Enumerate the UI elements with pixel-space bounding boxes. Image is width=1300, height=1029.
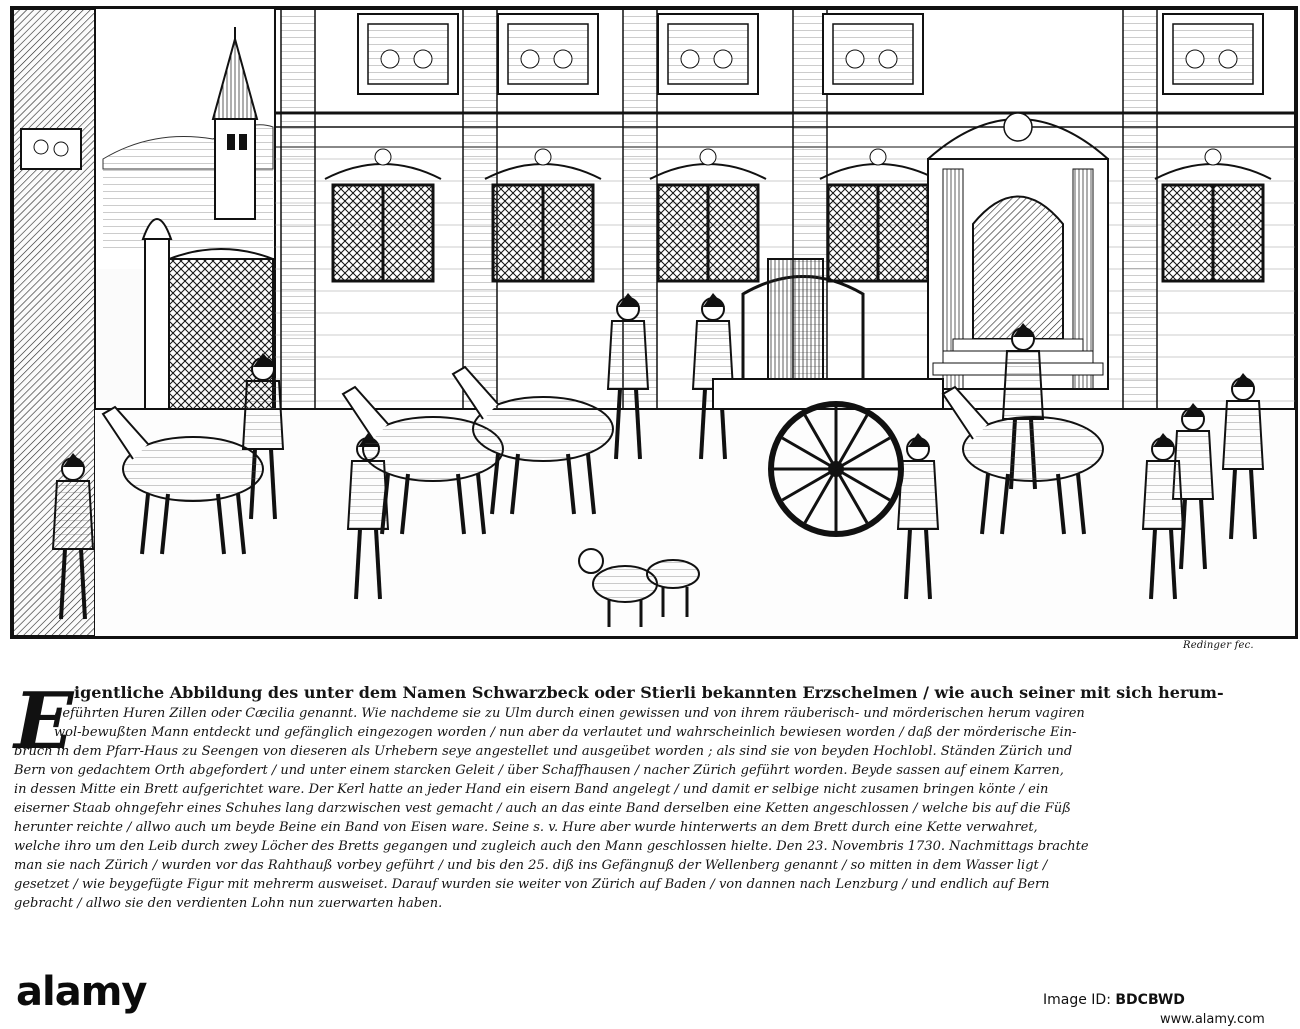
caption-line: wol-bewußten Mann entdeckt und gefänglich eingezogen worden / nun aber da verlautet und wahrscheinlich bewiesen worden / daß der mörderische Ein- bbox=[54, 725, 1077, 740]
image-id bbox=[1043, 992, 1185, 1008]
alamy-logo: alamy bbox=[16, 969, 147, 1015]
upper-window bbox=[658, 14, 758, 94]
caption-line: Bern von gedachtem Orth abgefordert / und unter einem starcken Geleit / über Schaffhausen / nacher Zürich geführt worden. Beyde sassen auf einem Karren, bbox=[14, 763, 1064, 778]
caption-text bbox=[14, 676, 1300, 942]
caption-line: igentliche Abbildung des unter dem Namen Schwarzbeck oder Stierli bekannten Erzschelmen / wie auch seiner mit sich herum- bbox=[74, 683, 1224, 702]
caption-line: herunter reichte / allwo auch um beyde Beine ein Band von Eisen ware. Seine s. v. Hure aber wurde hinterwerts an dem Brett durch eine Kette verwahret, bbox=[14, 820, 1038, 835]
upper-window bbox=[498, 14, 598, 94]
upper-window bbox=[1163, 14, 1263, 94]
caption-line: bruch in dem Pfarr-Haus zu Seengen von dieseren als Urhebern seye angestellet und ausgeübet worden ; als sind sie von beyden Hochlobl. Ständen Zürich und bbox=[14, 744, 1073, 759]
image-id-label: Image ID: bbox=[1043, 992, 1111, 1008]
drop-cap-initial: E bbox=[14, 676, 74, 767]
caption-line: in dessen Mitte ein Brett aufgerichtet ware. Der Kerl hatte an jeder Hand ein eisern Band angelegt / und damit er selbige nicht zusamen bringen könte / ein bbox=[14, 782, 1049, 797]
caption-line: geführten Huren Zillen oder Cæcilia genannt. Wie nachdeme sie zu Ulm durch einen gewissen und von ihrem räuberisch- und mörderischen herum vagiren bbox=[54, 706, 1085, 721]
image-id-value: BDCBWD bbox=[1115, 992, 1185, 1008]
upper-window bbox=[823, 14, 923, 94]
caption-line: man sie nach Zürich / wurden vor das Rahthauß vorbey geführt / und bis den 25. diß ins Gefängnuß der Wellenberg genannt / so mitten in dem Wasser ligt / bbox=[14, 858, 1048, 873]
street-scene bbox=[13, 9, 1295, 636]
caption-line: eiserner Staab ohngefehr eines Schuhes lang darzwischen vest gemacht / auch an das einte Band derselben eine Ketten angeschlossen / welche bis auf die Füß bbox=[14, 801, 1071, 816]
engraving-illustration bbox=[10, 6, 1298, 639]
upper-window bbox=[358, 14, 458, 94]
caption-line: welche ihro um den Leib durch zwey Löcher des Bretts gegangen und zugleich auch den Mann geschlossen hielte. Den 23. Novembris 1730. Nachmittags brachte bbox=[14, 839, 1089, 854]
artist-signature: Redinger fec. bbox=[1183, 640, 1254, 651]
watermark-strip bbox=[0, 953, 1300, 1029]
alamy-url: www.alamy.com bbox=[1160, 1012, 1265, 1027]
caption-line: gebracht / allwo sie den verdienten Lohn nun zuerwarten haben. bbox=[14, 896, 443, 911]
caption-line: gesetzet / wie beygefügte Figur mit mehrerm ausweiset. Darauf wurden sie weiter von Zürich auf Baden / von dannen nach Lenzburg / und endlich auf Bern bbox=[14, 877, 1050, 892]
